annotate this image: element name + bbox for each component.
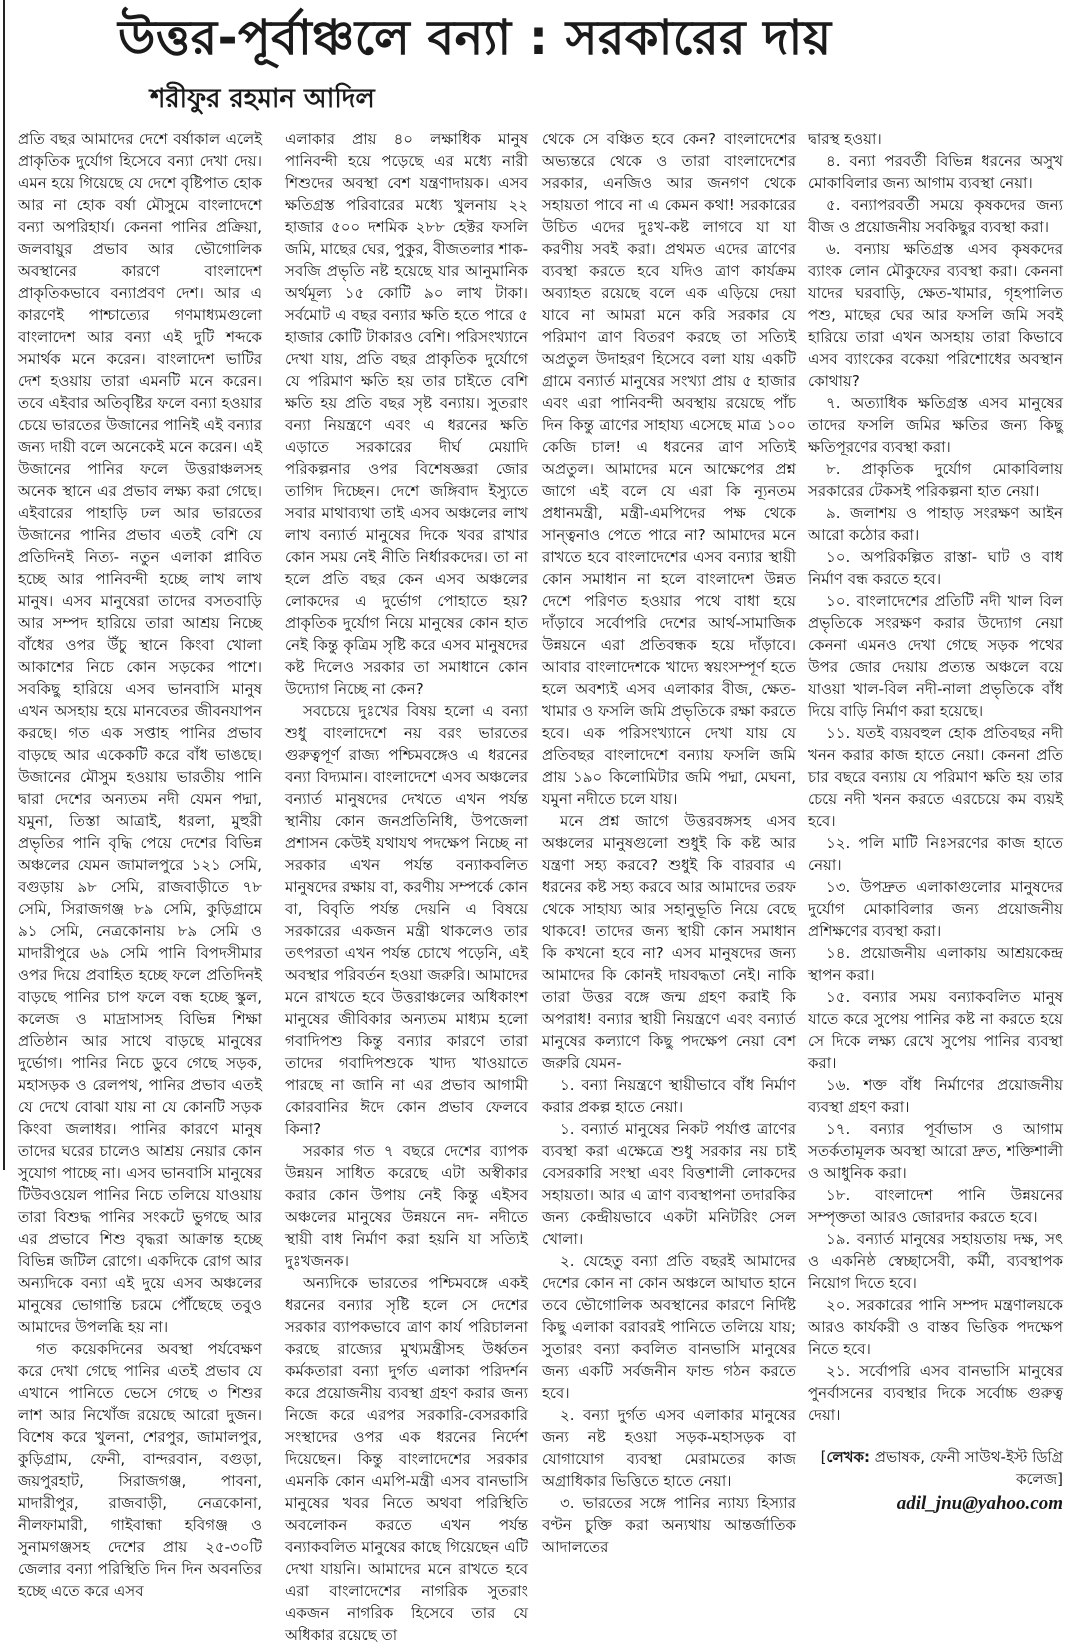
article-paragraph: ৫. বন্যাপরবর্তী সময়ে কৃষকদের জন্য বীজ ও প্রয়োজনীয় সবকিছুর ব্যবস্থা করা। [808,196,1063,236]
article-byline: শরীফুর রহমান আদিল [150,84,375,114]
article-paragraph: গত কয়েকদিনের অবস্থা পর্যবেক্ষণ করে দেখা গেছে পানির এতই প্রভাব যে এখানে পানিতে ভেসে গেছে ৩ শিশুর লাশ আর নিখোঁজ রয়েছে আরো দুজন। বিশেষ করে খুলনা, শেরপুর, জামালপুর, কুড়িগ্রাম, ফেনী, বান্দরবান, বগুড়া, জয়পুরহাট, সিরাজগঞ্জ, পাবনা, মাদারীপুর, রাজবাড়ী, নেত্রকোনা, নীলফামারী, গাইবান্ধা হবিগঞ্জ ও সুনামগঞ্জসহ দেশের প্রায় ২৫-৩০টি জেলার বন্যা পরিস্থিতি দিন দিন অবনতির হচ্ছে এতে করে এসব [18,1340,262,1600]
article-title: উত্তর-পূর্বাঞ্চলে বন্যা : সরকারের দায় [118,10,832,66]
bracket-close: ] [1057,1470,1063,1488]
article-paragraph: ১৫. বন্যার সময় বন্যাকবলিত মানুষ যাতে করে সুপেয় পানির কষ্ট না করতে হয়ে সে দিকে লক্ষ্য রেখে সুপেয় পানির ব্যবস্থা করা। [808,988,1063,1072]
article-paragraph: ১৯. বন্যার্ত মানুষের সহায়তায় দক্ষ, সৎ ও একনিষ্ঠ স্বেচ্ছাসেবী, কর্মী, ব্যবস্থাপক নিয়োগ দিতে হবে। [808,1230,1063,1292]
article-paragraph: ১০. অপরিকল্পিত রাস্তা- ঘাট ও বাধ নির্মাণ বন্ধ করতে হবে। [808,548,1063,588]
article-paragraph: ১৩. উপদ্রুত এলাকাগুলোর মানুষদের দুর্যোগ মোকাবিলার জন্য প্রয়োজনীয় প্রশিক্ষণের ব্যবস্থা করা। [808,878,1063,940]
article-paragraph: দ্বারস্থ হওয়া। [808,130,882,148]
article-paragraph: প্রতি বছর আমাদের দেশে বর্ষাকাল এলেই প্রাকৃতিক দুর্যোগ হিসেবে বন্যা দেখা দেয়। এমন হয়ে গিয়েছে যে দেশে বৃষ্টিপাত হোক আর না হোক বর্ষা মৌসুমে বাংলাদেশে বন্যা অপরিহার্য। কেননা পানির প্রক্রিয়া, জলবায়ুর প্রভাব আর ভৌগোলিক অবস্থানের কারণে বাংলাদেশ প্রাকৃতিকভাবে বন্যাপ্রবণ দেশ। আর এ কারণেই পাশ্চাত্যের গণমাধ্যমগুলো বাংলাদেশ আর বন্যা এই দুটি শব্দকে সমার্থক মনে করেন। বাংলাদেশ ভাটির দেশ হওয়ায় তারা এমনটি মনে করেন। তবে এইবার অতিবৃষ্টির ফলে বন্যা হওয়ার চেয়ে ভারতের উজানের পানিই এই বন্যার জন্য দায়ী বলে অনেকেই মনে করেন। এই উজানের পানির ফলে উত্তরাঞ্চলসহ অনেক স্থানে এর প্রভাব লক্ষ্য করা গেছে। এইবারের পাহাড়ি ঢল আর ভারতের উজানের পানির প্রভাব এতই বেশি যে প্রতিদিনই নিত্য- নতুন এলাকা প্লাবিত হচ্ছে আর পানিবন্দী হচ্ছে লাখ লাখ মানুষ। এসব মানুষেরা তাদের বসতবাড়ি আর সম্পদ হারিয়ে তারা আশ্রয় নিচ্ছে বাঁধের ওপর উঁচু স্থানে কিংবা খোলা আকাশের নিচে কোন সড়কের পাশে। সবকিছু হারিয়ে এসব ভানবাসি মানুষ এখন অসহায় হয়ে মানবেতর জীবনযাপন করছে। গত এক সপ্তাহ পানির প্রভাব বাড়ছে আর একেকটি করে বাঁধ ভাঙছে। উজানের মৌসুম হওয়ায় ভারতীয় পানি দ্বারা দেশের অন্যতম নদী যেমন পদ্মা, যমুনা, তিস্তা আত্রাই, ধরলা, মুহুরী প্রভৃতির পানি বৃদ্ধি পেয়ে দেশের বিভিন্ন অঞ্চলের যেমন জামালপুরে ১২১ সেমি, বগুড়ায় ৯৮ সেমি, রাজবাড়ীতে ৭৮ সেমি, সিরাজগঞ্জ ৮৯ সেমি, কুড়িগ্রামে ৯১ সেমি, নেত্রকোনায় ৮৯ সেমি ও মাদারীপুরে ৬৯ সেমি পানি বিপদসীমার ওপর দিয়ে প্রবাহিত হচ্ছে ফলে প্রতিদিনই বাড়ছে পানির চাপ ফলে বন্ধ হচ্ছে স্কুল, কলেজ ও মাদ্রাসাসহ বিভিন্ন শিক্ষা প্রতিষ্ঠান আর সাথে বাড়ছে মানুষের দুর্ভোগ। পানির নিচে ডুবে গেছে সড়ক, মহাসড়ক ও রেলপথ, পানির প্রভাব এতই যে দেখে বোঝা যায় না যে কোনটি সড়ক কিংবা জলাধর। পানির কারণে মানুষ তাদের ঘরের চালেও আশ্রয় নেয়ার কোন সুযোগ পাচ্ছে না। এসব ভানবাসি মানুষের টিউবওয়েল পানির নিচে তলিয়ে যাওয়ায় তারা বিশুদ্ধ পানির সংকটে ভুগছে আর এর প্রভাবে শিশু বৃদ্ধরা আক্রান্ত হচ্ছে বিভিন্ন জটিল রোগে। একদিকে রোগ আর অন্যদিকে বন্যা এই দুয়ে এসব অঞ্চলের মানুষের ভোগান্তি চরমে পৌঁছেছে তবুও আমাদের উপলব্ধি হয় না। [18,130,262,1336]
article-paragraph: সবচেয়ে দুঃখের বিষয় হলো এ বন্যা শুধু বাংলাদেশে নয় বরং ভারতের গুরুত্বপূর্ণ রাজ্য পশ্চিমবঙ্গেও এ ধরনের বন্যা বিদ্যমান। বাংলাদেশে এসব অঞ্চলের বন্যার্ত মানুষদের দেখতে এখন পর্যন্ত স্থানীয় কোন জনপ্রতিনিধি, উপজেলা প্রশাসন কেউই যথাযথ পদক্ষেপ নিচ্ছে না সরকার এখন পর্যন্ত বন্যাকবলিত মানুষদের রক্ষায় বা, করণীয় সম্পর্কে কোন বা, বিবৃতি পর্যন্ত দেয়নি এ বিষয়ে সরকারের একজন মন্ত্রী থাকলেও তার তৎপরতা এখন পর্যন্ত চোখে পড়েনি, এই অবস্থার পরিবর্তন হওয়া জরুরি। আমাদের মনে রাখতে হবে উত্তরাঞ্চলের অধিকাংশ মানুষের জীবিকার অন্যতম মাধ্যম হলো গবাদিপশু কিন্তু বন্যার কারণে তারা তাদের গবাদিপশুকে খাদ্য খাওয়াতে পারছে না জানি না এর প্রভাব আগামী কোরবানির ঈদে কোন প্রভাব ফেলবে কিনা? [285,702,528,1138]
article-paragraph: ১৪. প্রয়োজনীয় এলাকায় আশ্রয়কেন্দ্র স্থাপন করা। [808,944,1063,984]
author-note [808,1446,1063,1490]
article-paragraph: অন্যদিকে ভারতের পশ্চিমবঙ্গে একই ধরনের বন্যার সৃষ্টি হলে সে দেশের সরকার ব্যাপকভাবে ত্রাণ কার্য পরিচালনা করছে রাজ্যের মুখ্যমন্ত্রীসহ উর্ধ্বতন কর্মকতারা বন্যা দুর্গত এলাকা পরিদর্শন করে প্রয়োজনীয় ব্যবস্থা গ্রহণ করার জন্য নিজে করে এরপর সরকারি-বেসরকারি সংস্থাদের ওপর এক ধরনের নির্দেশ দিয়েছেন। কিন্তু বাংলাদেশের সরকার এমনকি কোন এমপি-মন্ত্রী এসব বানভাসি মানুষের খবর নিতে অথবা পরিস্থিতি অবলোকন করতে এখন পর্যন্ত বন্যাকবলিত মানুষের কাছে গিয়েছেন এটি দেখা যায়নি। আমাদের মনে রাখতে হবে এরা বাংলাদেশের নাগরিক সুতরাং একজন নাগরিক হিসেবে তার যে অধিকার রয়েছে তা [285,1274,528,1644]
article-paragraph: ১৬. শক্ত বাঁধ নির্মাণের প্রয়োজনীয় ব্যবস্থা গ্রহণ করা। [808,1076,1063,1116]
article-column-1 [18,128,262,1602]
article-paragraph: ২. বন্যা দুর্গত এসব এলাকার মানুষের জন্য নষ্ট হওয়া সড়ক-মহাসড়ক বা যোগাযোগ ব্যবস্থা মেরামতের কাজ অগ্রাধিকার ভিত্তিতে হাতে নেয়া। [542,1406,796,1490]
author-email: adil_jnu@yahoo.com [896,1493,1063,1514]
author-note-label: লেখক: [826,1448,871,1466]
article-paragraph: ৩. ভারতের সঙ্গে পানির ন্যায্য হিস্যার বণ্টন চুক্তি করা অন্যথায় আন্তর্জাতিক আদালতের [542,1494,796,1556]
article-paragraph: ১৮. বাংলাদেশ পানি উন্নয়নের সম্পৃক্ততা আরও জোরদার করতে হবে। [808,1186,1063,1226]
page-border-rule [3,0,5,1170]
article-paragraph: ১. বন্যার্ত মানুষের নিকট পর্যাপ্ত ত্রাণের ব্যবস্থা করা এক্ষেত্রে শুধু সরকার নয় চাই বেসরকারি সংস্থা এবং বিত্তশালী লোকদের সহায়তা। আর এ ত্রাণ ব্যবস্থাপনা তদারকির জন্য কেন্দ্রীয়ভাবে একটা মনিটরিং সেল খোলা। [542,1120,796,1248]
article-paragraph: ১১. যতই ব্যয়বহুল হোক প্রতিবছর নদী খনন করার কাজ হাতে নেয়া। কেননা প্রতি চার বছরে বন্যায় যে পরিমাণ ক্ষতি হয় তার চেয়ে নদী খনন করতে এরচেয়ে কম ব্যয়ই হবে। [808,724,1063,830]
article-paragraph: সরকার গত ৭ বছরে দেশের ব্যাপক উন্নয়ন সাধিত করেছে এটা অস্বীকার করার কোন উপায় নেই কিন্তু এইসব অঞ্চলের মানুষের উন্নয়নে নদ- নদীতে স্থায়ী বাধ নির্মাণ করা হয়নি যা সত্যিই দুঃখজনক। [285,1142,528,1270]
article-paragraph: মনে প্রশ্ন জাগে উত্তরবঙ্গসহ এসব অঞ্চলের মানুষগুলো শুধুই কি কষ্ট আর যন্ত্রণা সহ্য করবে? শুধুই কি বারবার এ ধরনের কষ্ট সহ্য করবে আর আমাদের তরফ থেকে সাহায্য আর সহানুভূতি নিয়ে বেছে থাকবে! তাদের জন্য স্থায়ী কোন সমাধান কি কখনো হবে না? এসব মানুষদের জন্য আমাদের কি কোনই দায়বদ্ধতা নেই। নাকি তারা উত্তর বঙ্গে জন্ম গ্রহণ করাই কি অপরাধ! বন্যার স্থায়ী নিয়ন্ত্রণে এবং বন্যার্ত মানুষের কল্যাণে কিছু পদক্ষেপ নেয়া বেশ জরুরি যেমন- [542,812,796,1072]
article-paragraph: ৬. বন্যায় ক্ষতিগ্রস্ত এসব কৃষকদের ব্যাংক লোন মৌকুফের ব্যবস্থা করা। কেননা যাদের ঘরবাড়ি, ক্ষেত-খামার, গৃহপালিত পশু, মাছের ঘের আর ফসলি জমি সবই হারিয়ে তারা এখন অসহায় তারা কিভাবে এসব ব্যাংকের বকেয়া পরিশোধের অবস্থান কোথায়? [808,240,1063,390]
article-paragraph: ১. বন্যা নিয়ন্ত্রণে স্থায়ীভাবে বাঁধ নির্মাণ করার প্রকল্প হাতে নেয়া। [542,1076,796,1116]
article-paragraph: ৭. অত্যাধিক ক্ষতিগ্রস্ত এসব মানুষের তাদের ফসলি জমির ক্ষতির জন্য কিছু ক্ষতিপূরণের ব্যবস্থা করা। [808,394,1063,456]
bracket-open: [ [820,1448,827,1466]
article-paragraph: থেকে সে বঞ্চিত হবে কেন? বাংলাদেশের অভ্যন্তরে থেকে ও তারা বাংলাদেশের সরকার, এনজিও আর জনগণ থেকে সহায়তা পাবে না এ কেমন কথা! সরকারের উচিত এদের দুঃখ-কষ্ট লাগবে যা যা করণীয় সবই করা। প্রথমত এদের ত্রাণের ব্যবস্থা করতে হবে যদিও ত্রাণ কার্যক্রম অব্যাহত রয়েছে বলে এক এড়িয়ে দেয়া যাবে না আমরা মনে করি সরকার যে পরিমাণ ত্রাণ বিতরণ করছে তা সত্যিই অপ্রতুল উদাহরণ হিসেবে বলা যায় একটি গ্রামে বন্যার্ত মানুষের সংখ্যা প্রায় ৫ হাজার এবং এরা পানিবন্দী অবস্থায় রয়েছে পাঁচ দিন কিন্তু ত্রাণের সাহায্য এসেছে মাত্র ১০০ কেজি চাল! এ ধরনের ত্রাণ সত্যিই অপ্রতুল। আমাদের মনে আক্ষেপের প্রশ্ন জাগে এই বলে যে এরা কি ন্যূনতম প্রধানমন্ত্রী, মন্ত্রী-এমপিদের পক্ষ থেকে সান্ত্বনাও পেতে পারে না? আমাদের মনে রাখতে হবে বাংলাদেশের এসব বন্যার স্থায়ী কোন সমাধান না হলে বাংলাদেশ উন্নত দেশে পরিণত হওয়ার পথে বাধা হয়ে দাঁড়াবে সর্বোপরি দেশের আর্থ-সামাজিক উন্নয়নে এরা প্রতিবন্ধক হয়ে দাঁড়াবে। আবার বাংলাদেশকে খাদ্যে স্বয়ংসম্পূর্ণ হতে হলে অবশ্যই এসব এলাকার বীজ, ক্ষেত-খামার ও ফসলি জমি প্রভৃতিকে রক্ষা করতে হবে। এক পরিসংখ্যানে দেখা যায় যে প্রতিবছর বাংলাদেশে বন্যায় ফসলি জমি প্রায় ১৯০ কিলোমিটার জমি পদ্মা, মেঘনা, যমুনা নদীতে চলে যায়। [542,130,796,808]
article-paragraph: ৪. বন্যা পরবর্তী বিভিন্ন ধরনের অসুখ মোকাবিলার জন্য আগাম ব্যবস্থা নেয়া। [808,152,1063,192]
article-paragraph: ২০. সরকারের পানি সম্পদ মন্ত্রণালয়কে আরও কার্যকরী ও বাস্তব ভিত্তিক পদক্ষেপ নিতে হবে। [808,1296,1063,1358]
article-paragraph: ২১. সর্বোপরি এসব বানভাসি মানুষের পুনর্বাসনের ব্যবস্থার দিকে সর্বোচ্চ গুরুত্ব দেয়া। [808,1362,1063,1424]
article-column-4 [808,128,1063,1516]
article-paragraph: ৯. জলাশয় ও পাহাড় সংরক্ষণ আইন আরো কঠোর করা। [808,504,1063,544]
article-column-3 [542,128,796,1558]
article-paragraph: ১৭. বন্যার পূর্বাভাস ও আগাম সতর্কতামূলক অবস্থা আরো দ্রুত, শক্তিশালী ও আধুনিক করা। [808,1120,1063,1182]
author-designation: প্রভাষক, ফেনী সাউথ-ইস্ট ডিগ্রি কলেজ [870,1448,1063,1488]
article-paragraph: ১২. পলি মাটি নিঃসরণের কাজ হাতে নেয়া। [808,834,1063,874]
article-column-2 [285,128,528,1646]
article-paragraph: ৮. প্রাকৃতিক দুর্যোগ মোকাবিলায় সরকারের টেকসই পরিকল্পনা হাত নেয়া। [808,460,1063,500]
article-paragraph: ১০. বাংলাদেশের প্রতিটি নদী খাল বিল প্রভৃতিকে সংরক্ষণ করার উদ্যোগ নেয়া কেননা এমনও দেখা গেছে সড়ক পথের উপর জোর দেয়ায় প্রত্যন্ত অঞ্চলে বয়ে যাওয়া খাল-বিল নদী-নালা প্রভৃতিকে বাঁধ দিয়ে বাড়ি নির্মাণ করা হয়েছে। [808,592,1063,720]
article-paragraph: এলাকার প্রায় ৪০ লক্ষাধিক মানুষ পানিবন্দী হয়ে পড়েছে এর মধ্যে নারী শিশুদের অবস্থা বেশ যন্ত্রণাদায়ক। এসব ক্ষতিগ্রস্ত পরিবারের মধ্যে খুলনায় ২২ হাজার ৫০০ দশমিক ২৮৮ হেক্টর ফসলি জমি, মাছের ঘের, পুকুর, বীজতলার শাক-সবজি প্রভৃতি নষ্ট হয়েছে যার আনুমানিক অর্থমূল্য ১৫ কোটি ৯০ লাখ টাকা। সর্বমোট এ বছর বন্যার ক্ষতি হতে পারে ৫ হাজার কোটি টাকারও বেশি। পরিসংখ্যানে দেখা যায়, প্রতি বছর প্রাকৃতিক দুর্যোগে যে পরিমাণ ক্ষতি হয় তার চাইতে বেশি ক্ষতি হয় প্রতি বছর সৃষ্ট বন্যায়। সুতরাং বন্যা নিয়ন্ত্রণে এবং এ ধরনের ক্ষতি এড়াতে সরকারের দীর্ঘ মেয়াদি পরিকল্পনার ওপর বিশেষজ্ঞরা জোর তাগিদ দিচ্ছেন। দেশে জঙ্গিবাদ ইস্যুতে সবার মাথাব্যথা তাই এসব অঞ্চলের লাখ লাখ বন্যার্ত মানুষের দিকে খবর রাখার কোন সময় নেই নীতি নির্ধারকদের। তা না হলে প্রতি বছর কেন এসব অঞ্চলের লোকদের এ দুর্ভোগ পোহাতে হয়? প্রাকৃতিক দুর্যোগ নিয়ে মানুষের কোন হাত নেই কিন্তু কৃত্রিম সৃষ্টি করে এসব মানুষদের কষ্ট দিলেও সরকার তা সমাধানে কোন উদ্যোগ নিচ্ছে না কেন? [285,130,528,698]
article-paragraph: ২. যেহেতু বন্যা প্রতি বছরই আমাদের দেশের কোন না কোন অঞ্চলে আঘাত হানে তবে ভৌগোলিক অবস্থানের কারণে নির্দিষ্ট কিছু এলাকা বরাবরই পানিতে তলিয়ে যায়; সুতারং বন্যা কবলিত বানভাসি মানুষের জন্য একটি সর্বজনীন ফান্ড গঠন করতে হবে। [542,1252,796,1402]
